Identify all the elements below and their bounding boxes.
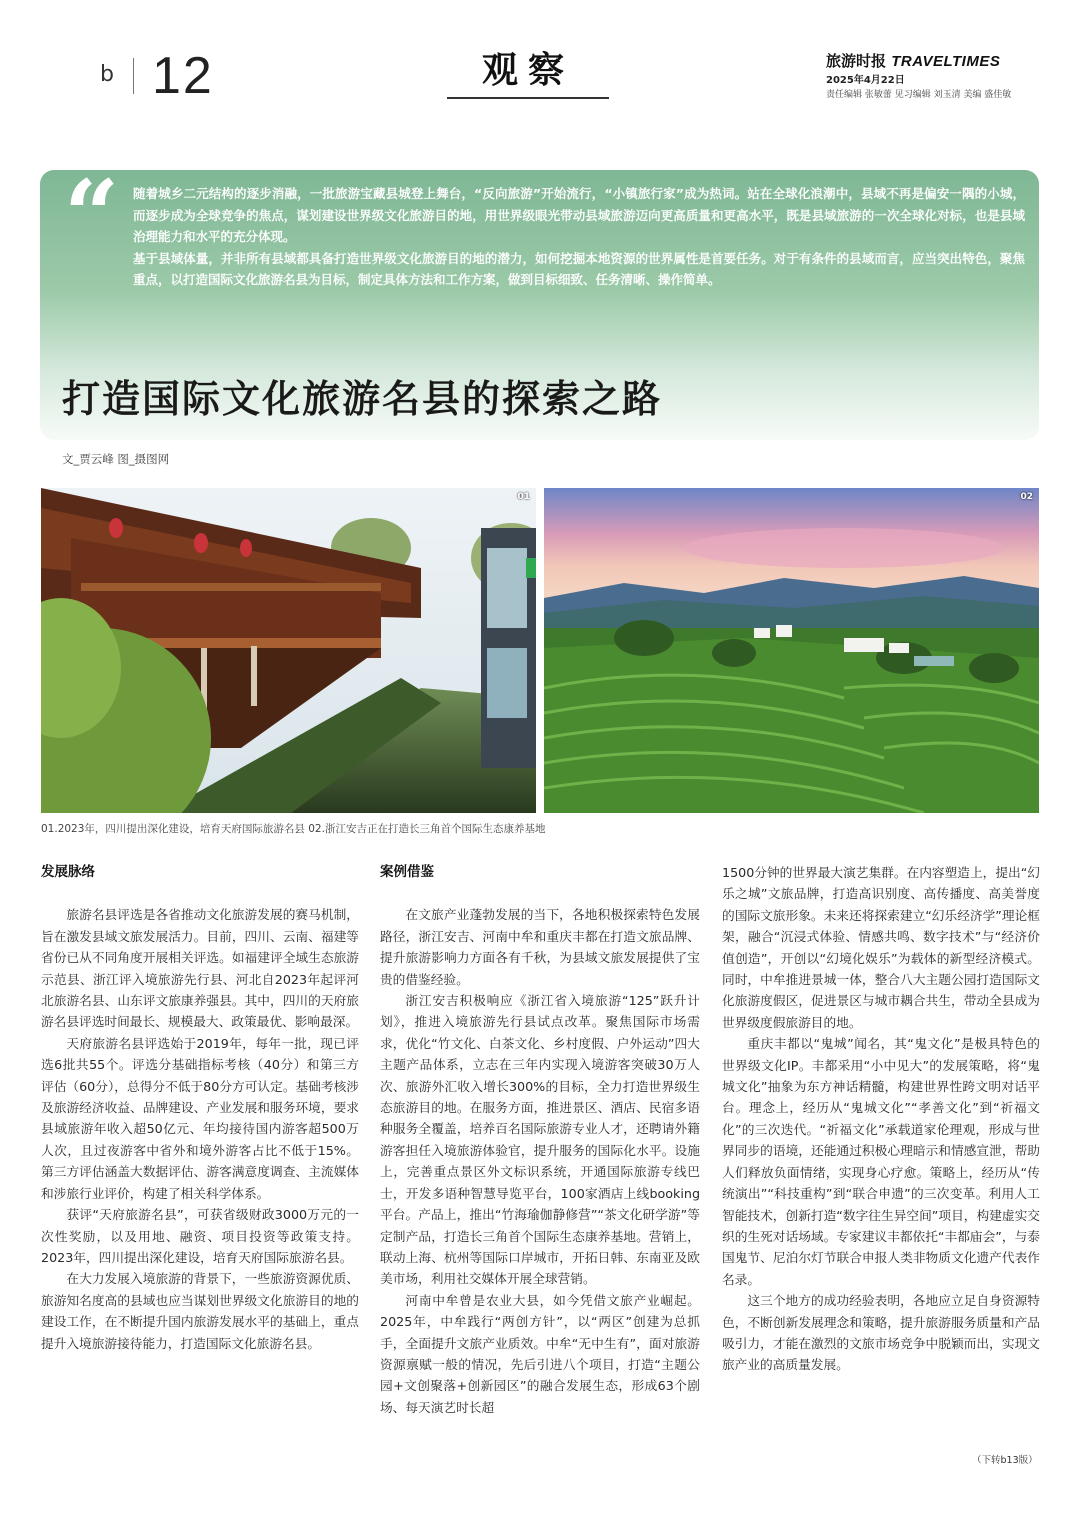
column-1-paragraph: 在大力发展入境旅游的背景下，一些旅游资源优质、旅游知名度高的县域也应当谋划世界级文化旅游目的地的建设工作，在不断提升国内旅游发展水平的基础上，重点提升入境旅游接待能力，打造国际文化旅游名县。 bbox=[41, 1271, 359, 1351]
issue-date: 2025年4月22日 bbox=[826, 75, 905, 86]
column-1-paragraph: 旅游名县评选是各省推动文化旅游发展的赛马机制，旨在激发县域文旅发展活力。目前，四川、云南、福建等省份已从不同角度开展相关评选。如福建评全域生态旅游示范县、浙江评入境旅游先行县、河北自2023年起评河北旅游名县、山东评文旅康养强县。其中，四川的天府旅游名县评选时间最长、规模最大、政策最优、影响最深。 bbox=[41, 907, 359, 1030]
photo-2-number: 02 bbox=[1020, 492, 1033, 502]
column-2-heading: 案例借鉴 bbox=[380, 864, 434, 880]
column-2 bbox=[380, 862, 700, 1418]
column-3-paragraph: 这三个地方的成功经验表明，各地应立足自身资源特色，不断创新发展理念和策略，提升旅游服务质量和产品吸引力，才能在激烈的文旅市场竞争中脱颖而出，实现文旅产业的高质量发展。 bbox=[722, 1293, 1040, 1373]
continued-note: （下转b13版） bbox=[972, 1455, 1038, 1466]
newspaper-brand bbox=[826, 50, 1000, 71]
column-1 bbox=[41, 862, 359, 1354]
brand-chinese: 旅游时报 bbox=[826, 52, 887, 70]
section-letter: b bbox=[100, 62, 114, 87]
column-3-paragraph: 重庆丰都以“鬼城”闻名，其“鬼文化”是极具特色的世界级文化IP。丰都采用“小中见大”的发展策略，将“鬼城文化”抽象为东方神话精髓，构建世界性跨文明对话平台。理念上，经历从“鬼城文化”“孝善文化”到“祈福文化”的三次迭代。“祈福文化”承载道家伦理观，形成与世界同步的语境，还能通过积极心理暗示和情感宣泄，帮助人们释放负面情绪，实现身心疗愈。策略上，经历从“传统演出”“科技重构”到“联合申遗”的三次变革。利用人工智能技术，创新打造“数字往生异空间”项目，构建虚实交织的生死对话场域。专家建议丰都依托“丰都庙会”，与泰国鬼节、尼泊尔灯节联合申报人类非物质文化遗产代表作名录。 bbox=[722, 1036, 1040, 1287]
column-2-paragraph: 浙江安吉积极响应《浙江省入境旅游“125”跃升计划》，推进入境旅游先行县试点改革。聚焦国际市场需求，优化“竹文化、白茶文化、乡村度假、户外运动”四大主题产品体系，立志在三年内实现入境游客突破30万人次、旅游外汇收入增长300%的目标，全力打造世界级生态旅游目的地。在服务方面，推进景区、酒店、民宿多语种服务全覆盖，培养百名国际旅游专业人才，还聘请外籍游客担任入境旅游体验官，提升服务的国际化水平。设施上，完善重点景区外文标识系统，开通国际旅游专线巴士，开发多语种智慧导览平台，100家酒店上线booking平台。产品上，推出“竹海瑜伽静修营”“茶文化研学游”等定制产品，打造长三角首个国际生态康养基地。营销上，联动上海、杭州等国际口岸城市，开拓日韩、东南亚及欧美市场，利用社交媒体开展全球营销。 bbox=[380, 993, 700, 1287]
column-3 bbox=[722, 862, 1040, 1376]
photo-tea-plantation bbox=[544, 488, 1039, 813]
page-number: 12 bbox=[152, 47, 214, 105]
column-1-paragraph: 天府旅游名县评选始于2019年，每年一批，现已评选6批共55个。评选分基础指标考核（40分）和第三方评估（60分），总得分不低于80分方可认定。基础考核涉及旅游经济收益、品牌建设、产业发展和服务环境，要求县域旅游年收入超50亿元、年均接待国内游客超500万人次，且过夜游客中省外和境外游客占比不低于15%。第三方评估涵盖大数据评估、游客满意度调查、主流媒体和涉旅行业评价，构建了相关科学体系。 bbox=[41, 1035, 359, 1201]
lead-paragraph: 随着城乡二元结构的逐步消融，一批旅游宝藏县城登上舞台，“反向旅游”开始流行，“小镇旅行家”成为热词。站在全球化浪潮中，县域不再是偏安一隅的小城，而逐步成为全球竞争的焦点，谋划建设世界级文化旅游目的地，用世界级眼光带动县域旅游迈向更高质量和更高水平，既是县域旅游的一次全球化对标，也是县域治理能力和水平的充分体现。 bbox=[133, 186, 1025, 244]
lead-text bbox=[133, 183, 1025, 291]
photo-caption: 01.2023年，四川提出深化建设，培育天府国际旅游名县 02.浙江安吉正在打造长三角首个国际生态康养基地 bbox=[41, 823, 546, 835]
column-2-paragraph: 河南中牟曾是农业大县，如今凭借文旅产业崛起。2025年，中牟践行“两创方针”，以“两区”创建为总抓手，全面提升文旅产业质效。中牟“无中生有”，面对旅游资源禀赋一般的情况，先后引进八个项目，打造“主题公园+文创聚落+创新园区”的融合发展生态，形成63个剧场、每天演艺时长超 bbox=[380, 1292, 700, 1415]
section-title: 观察 bbox=[481, 50, 574, 91]
editor-credits: 责任编辑 张敏蕾 见习编辑 刘玉清 美编 盛佳敏 bbox=[826, 90, 1012, 100]
column-3-paragraph: 1500分钟的世界最大演艺集群。在内容塑造上，提出“幻乐之城”文旅品牌，打造高识别度、高传播度、高美誉度的国际文旅形象。未来还将探索建立“幻乐经济学”理论框架，融合“沉浸式体验、情感共鸣、数字技术”与“经济价值创造”，开创以“幻境化娱乐”为载体的新型经济模式。同时，中牟推进景城一体，整合八大主题公园打造国际文化旅游度假区，促进景区与城市耦合共生，带动全县成为世界级度假旅游目的地。 bbox=[722, 865, 1040, 1030]
column-2-paragraph: 在文旅产业蓬勃发展的当下，各地积极探索特色发展路径，浙江安吉、河南中牟和重庆丰都在打造文旅品牌、提升旅游影响力方面各有千秋，为县域文旅发展提供了宝贵的借鉴经验。 bbox=[380, 907, 700, 987]
section-title-rule bbox=[447, 97, 609, 99]
article-byline: 文_贾云峰 图_摄图网 bbox=[62, 452, 170, 466]
article-headline: 打造国际文化旅游名县的探索之路 bbox=[62, 376, 663, 421]
header-divider bbox=[133, 58, 134, 94]
column-1-paragraph: 获评“天府旅游名县”，可获省级财政3000万元的一次性奖励，以及用地、融资、项目投资等政策支持。2023年，四川提出深化建设，培育天府国际旅游名县。 bbox=[41, 1207, 359, 1265]
quote-mark-icon: “ bbox=[64, 159, 120, 272]
column-1-heading: 发展脉络 bbox=[41, 864, 95, 880]
lead-paragraph: 基于县域体量，并非所有县域都具备打造世界级文化旅游目的地的潜力，如何挖掘本地资源的世界属性是首要任务。对于有条件的县域而言，应当突出特色，聚焦重点，以打造国际文化旅游名县为目标，制定具体方法和工作方案，做到目标细致、任务清晰、操作简单。 bbox=[133, 250, 1025, 287]
brand-english: TRAVELTIMES bbox=[891, 53, 1001, 70]
photo-1-number: 01 bbox=[517, 492, 530, 502]
photo-riverside-town bbox=[41, 488, 536, 813]
